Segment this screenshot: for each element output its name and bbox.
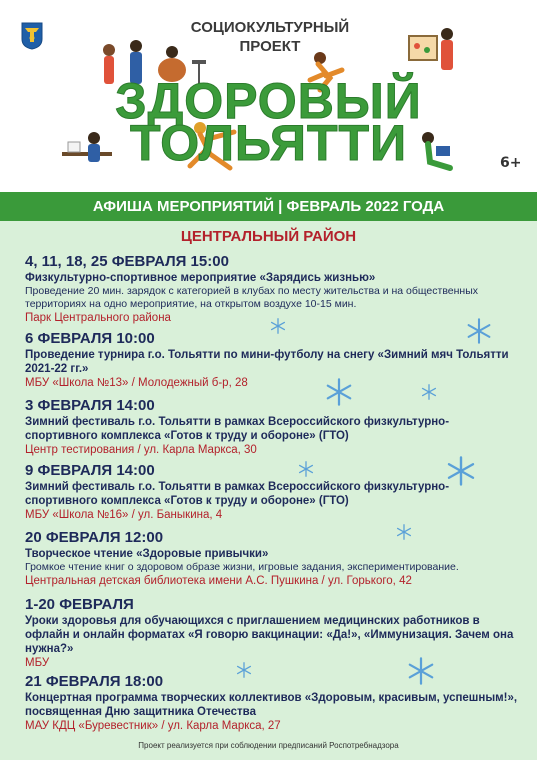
event-date: 6 ФЕВРАЛЯ 10:00	[25, 330, 155, 347]
event-item	[25, 529, 520, 589]
event-location: МБУ «Школа №16» / ул. Баныкина, 4	[25, 509, 223, 521]
event-title: Зимний фестиваль г.о. Тольятти в рамках Всероссийского физкультурно-спортивного комплекса «Готов к труду и обороне» (ГТО)	[25, 481, 450, 507]
event-item	[25, 397, 520, 458]
event-title: Физкультурно-спортивное мероприятие «Зарядись жизнью»	[25, 272, 376, 284]
event-title: Творческое чтение «Здоровые привычки»	[25, 548, 269, 560]
event-location: Центр тестирования / ул. Карла Маркса, 30	[25, 444, 257, 456]
event-date: 21 ФЕВРАЛЯ 18:00	[25, 673, 164, 690]
project-label-line1: СОЦИОКУЛЬТУРНЫЙ	[190, 19, 350, 36]
event-date: 9 ФЕВРАЛЯ 14:00	[25, 462, 155, 479]
event-item	[25, 673, 520, 734]
event-description: Громкое чтение книг о здоровом образе жизни, игровые задания, экспериментирование.	[25, 561, 459, 573]
title-line1: ЗДОРОВЫЙ	[115, 73, 422, 129]
event-item	[25, 253, 520, 326]
event-location: МАУ КДЦ «Буревестник» / ул. Карла Маркса, 27	[25, 720, 281, 732]
event-title: Уроки здоровья для обучающихся с приглашением медицинских работников в офлайн и онлайн форматах «Я говорю вакцинации: «Да!», «Иммунизация. Зачем она нужна?»	[25, 615, 514, 655]
project-label-line2: ПРОЕКТ	[239, 38, 301, 55]
header	[0, 0, 537, 188]
event-date: 4, 11, 18, 25 ФЕВРАЛЯ 15:00	[25, 253, 229, 270]
event-title: Концертная программа творческих коллективов «Здоровым, красивым, успешным!», посвященная Дню защитника Отечества	[25, 692, 518, 718]
event-date: 20 ФЕВРАЛЯ 12:00	[25, 529, 164, 546]
title-line2: ТОЛЬЯТТИ	[129, 115, 408, 171]
event-date: 3 ФЕВРАЛЯ 14:00	[25, 397, 155, 414]
event-location: МБУ	[25, 657, 50, 669]
event-title: Проведение турнира г.о. Тольятти по мини-футболу на снегу «Зимний мяч Тольятти 2021-22 гг.»	[25, 349, 509, 375]
event-location: Парк Центрального района	[25, 312, 171, 324]
event-title: Зимний фестиваль г.о. Тольятти в рамках Всероссийского физкультурно-спортивного комплекса «Готов к труду и обороне» (ГТО)	[25, 416, 450, 442]
event-description: Проведение 20 мин. зарядок с категорией в клубах по месту жительства и на общественных территориях на одно мероприятие, на открытом воздухе 10-15 мин.	[25, 285, 479, 310]
age-rating: 6+	[500, 155, 522, 171]
announcement-banner: АФИША МЕРОПРИЯТИЙ | ФЕВРАЛЬ 2022 ГОДА	[0, 192, 537, 221]
event-item	[25, 462, 520, 523]
event-item	[25, 330, 520, 391]
city-emblem-icon	[21, 22, 43, 50]
event-date: 1-20 ФЕВРАЛЯ	[25, 596, 134, 613]
event-item	[25, 596, 520, 671]
event-location: Центральная детская библиотека имени А.С. Пушкина / ул. Горького, 42	[25, 575, 412, 587]
district-heading: ЦЕНТРАЛЬНЫЙ РАЙОН	[180, 228, 357, 245]
footer-note: Проект реализуется при соблюдении предписаний Роспотребнадзора	[138, 741, 399, 750]
event-location: МБУ «Школа №13» / Молодежный б-р, 28	[25, 377, 248, 389]
